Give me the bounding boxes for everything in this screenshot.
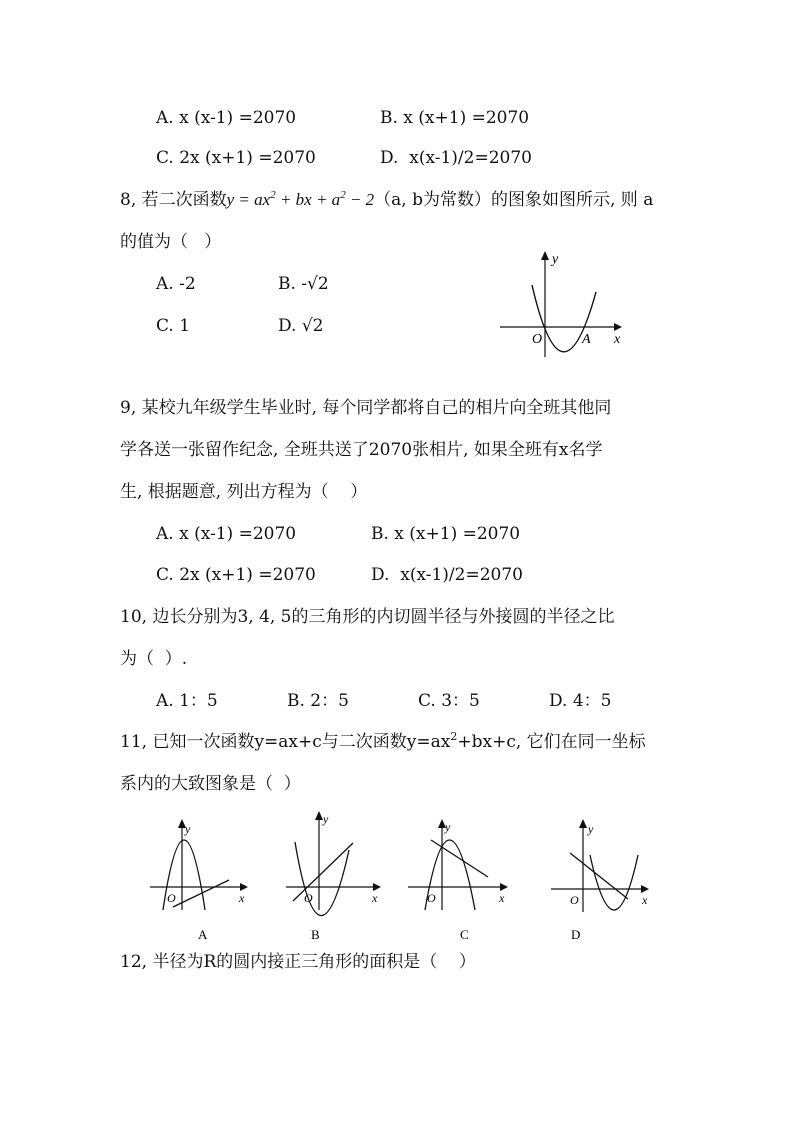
q8-fig-a-label: A: [582, 332, 591, 347]
q8-option-b: B. -√2: [278, 274, 329, 294]
q8-fig-y-label: y: [552, 252, 559, 267]
q9-option-d: D. x(x-1)/2=2070: [371, 565, 523, 585]
q9-option-a: A. x (x-1) =2070: [156, 524, 297, 544]
svg-text:x: x: [499, 891, 505, 905]
q8-prefix: 8, 若二次函数: [120, 190, 227, 210]
svg-text:x: x: [239, 891, 245, 905]
q8-option-a: A. -2: [156, 274, 196, 294]
q11-stem-line1: 11, 已知一次函数y=ax+c与二次函数$y=ax^2+bx+c$, 它们在同一坐标: [120, 730, 646, 752]
q11-stem-line2: 系内的大致图象是（ ）: [120, 774, 301, 794]
q11-graph-d-label: D: [571, 927, 581, 942]
svg-text:x: x: [642, 893, 648, 907]
svg-text:x: x: [372, 891, 378, 905]
q8-fig-x-label: x: [614, 332, 621, 347]
q11-graph-d: [548, 815, 658, 945]
q12-stem-line1: 12, 半径为R的圆内接正三角形的面积是（ ）: [120, 952, 476, 972]
q7-option-d: D. x(x-1)/2=2070: [380, 148, 532, 168]
q11-graph-c: [405, 815, 515, 945]
svg-text:y: y: [445, 820, 451, 834]
q10-stem-line2: 为（ ）.: [120, 649, 188, 669]
svg-text:O: O: [427, 891, 436, 905]
q8-stem-line1: [120, 189, 653, 211]
q11-graph-a-label: A: [198, 927, 208, 942]
q8-option-d: D. √2: [278, 316, 324, 336]
q10-stem-line1: 10, 边长分别为3, 4, 5的三角形的内切圆半径与外接圆的半径之比: [120, 607, 615, 627]
q9-stem-line2: 学各送一张留作纪念, 全班共送了2070张相片, 如果全班有x名学: [120, 440, 603, 460]
q10-option-c: C. 3：5: [418, 691, 480, 711]
q9-stem-line1: 9, 某校九年级学生毕业时, 每个同学都将自己的相片向全班其他同: [120, 398, 612, 418]
q9-stem-line3: 生, 根据题意, 列出方程为（ ）: [120, 482, 368, 502]
q10-option-d: D. 4：5: [549, 691, 612, 711]
q7-option-b: B. x (x+1) =2070: [380, 108, 530, 128]
q9-option-c: C. 2x (x+1) =2070: [156, 565, 316, 585]
q10-option-a: A. 1：5: [156, 691, 218, 711]
q8-fig-origin-label: O: [532, 332, 543, 347]
svg-text:O: O: [167, 891, 176, 905]
svg-text:O: O: [304, 891, 313, 905]
svg-text:O: O: [570, 893, 579, 907]
q11-graph-b-label: B: [311, 927, 320, 942]
q9-option-b: B. x (x+1) =2070: [371, 524, 521, 544]
q8-formula: $y = ax^2$ + bx + $a^2 - 2$: [226, 189, 375, 209]
svg-text:y: y: [588, 822, 594, 836]
q8-suffix: （a, b为常数）的图象如图所示, 则 a: [374, 190, 654, 210]
q8-stem-line2: 的值为（ ）: [120, 232, 222, 252]
svg-text:y: y: [323, 812, 329, 826]
q10-option-b: B. 2：5: [287, 691, 349, 711]
q8-option-c: C. 1: [156, 316, 191, 336]
q11-graph-c-label: C: [460, 927, 469, 942]
q11-graph-b: [283, 805, 393, 945]
svg-text:y: y: [185, 822, 191, 836]
q11-graph-a: [145, 815, 255, 945]
q7-option-c: C. 2x (x+1) =2070: [156, 148, 316, 168]
q8-parabola-figure: [490, 245, 630, 360]
q7-option-a: A. x (x-1) =2070: [156, 108, 297, 128]
